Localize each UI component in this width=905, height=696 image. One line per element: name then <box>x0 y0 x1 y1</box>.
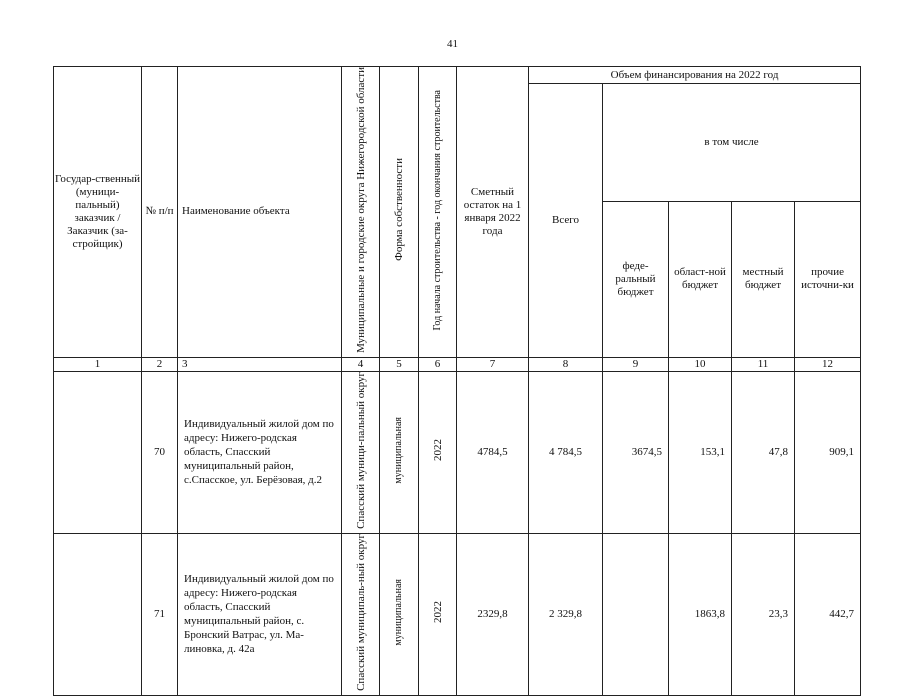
header-local: местный бюджет <box>732 201 795 357</box>
cell-years: 2022 <box>419 371 457 533</box>
cell-customer <box>54 533 142 695</box>
cell-customer <box>54 371 142 533</box>
cell-object-name: Индивидуальный жилой дом по адресу: Нижего-родская область, Спасский муниципальный район, с. Бронский Ватрас, ул. Ма-линовка, д. 42а <box>178 533 342 695</box>
header-regional: област-ной бюджет <box>669 201 732 357</box>
cell-estimated-balance: 2329,8 <box>457 533 529 695</box>
column-number: 11 <box>732 357 795 371</box>
column-number: 9 <box>603 357 669 371</box>
column-number: 6 <box>419 357 457 371</box>
cell-total: 4 784,5 <box>529 371 603 533</box>
page-number: 41 <box>447 38 458 50</box>
header-ownership: Форма собственности <box>380 67 419 358</box>
cell-municipality: Спасский муниципаль-ный округ <box>342 533 380 695</box>
column-number: 8 <box>529 357 603 371</box>
header-number: № п/п <box>142 67 178 358</box>
column-number: 2 <box>142 357 178 371</box>
cell-ownership: муниципальная <box>380 371 419 533</box>
header-financing-group: Объем финансирования на 2022 год <box>529 67 861 84</box>
column-number: 4 <box>342 357 380 371</box>
financing-table <box>53 66 861 696</box>
column-number: 7 <box>457 357 529 371</box>
cell-local: 23,3 <box>732 533 795 695</box>
header-estimated-balance: Сметный остаток на 1 января 2022 года <box>457 67 529 358</box>
cell-total: 2 329,8 <box>529 533 603 695</box>
header-federal: феде-ральный бюджет <box>603 201 669 357</box>
header-municipality: Муниципальные и городские округа Нижегородской области <box>342 67 380 358</box>
header-other: прочие источни-ки <box>795 201 861 357</box>
cell-municipality: Спасский муници-пальный округ <box>342 371 380 533</box>
column-number: 3 <box>178 357 342 371</box>
header-row-1 <box>54 67 861 84</box>
cell-regional: 1863,8 <box>669 533 732 695</box>
header-years: Год начала строительства - год окончания строительства <box>419 67 457 358</box>
cell-federal <box>603 533 669 695</box>
cell-local: 47,8 <box>732 371 795 533</box>
column-number: 12 <box>795 357 861 371</box>
cell-years: 2022 <box>419 533 457 695</box>
header-object-name: Наименование объекта <box>178 67 342 358</box>
cell-number: 71 <box>142 533 178 695</box>
column-number: 5 <box>380 357 419 371</box>
cell-ownership: муниципальная <box>380 533 419 695</box>
cell-object-name: Индивидуальный жилой дом по адресу: Нижего-родская область, Спасский муниципальный район, с.Спасское, ул. Берёзовая, д.2 <box>178 371 342 533</box>
table-row <box>54 533 861 695</box>
header-customer: Государ-ственный (муници-пальный) заказчик / Заказчик (за-стройщик) <box>54 67 142 358</box>
column-number: 1 <box>54 357 142 371</box>
cell-estimated-balance: 4784,5 <box>457 371 529 533</box>
cell-federal: 3674,5 <box>603 371 669 533</box>
column-numbers-row <box>54 357 861 371</box>
header-including: в том числе <box>603 84 861 202</box>
header-total: Всего <box>529 84 603 358</box>
cell-other: 442,7 <box>795 533 861 695</box>
cell-regional: 153,1 <box>669 371 732 533</box>
column-number: 10 <box>669 357 732 371</box>
cell-other: 909,1 <box>795 371 861 533</box>
table-row <box>54 371 861 533</box>
cell-number: 70 <box>142 371 178 533</box>
